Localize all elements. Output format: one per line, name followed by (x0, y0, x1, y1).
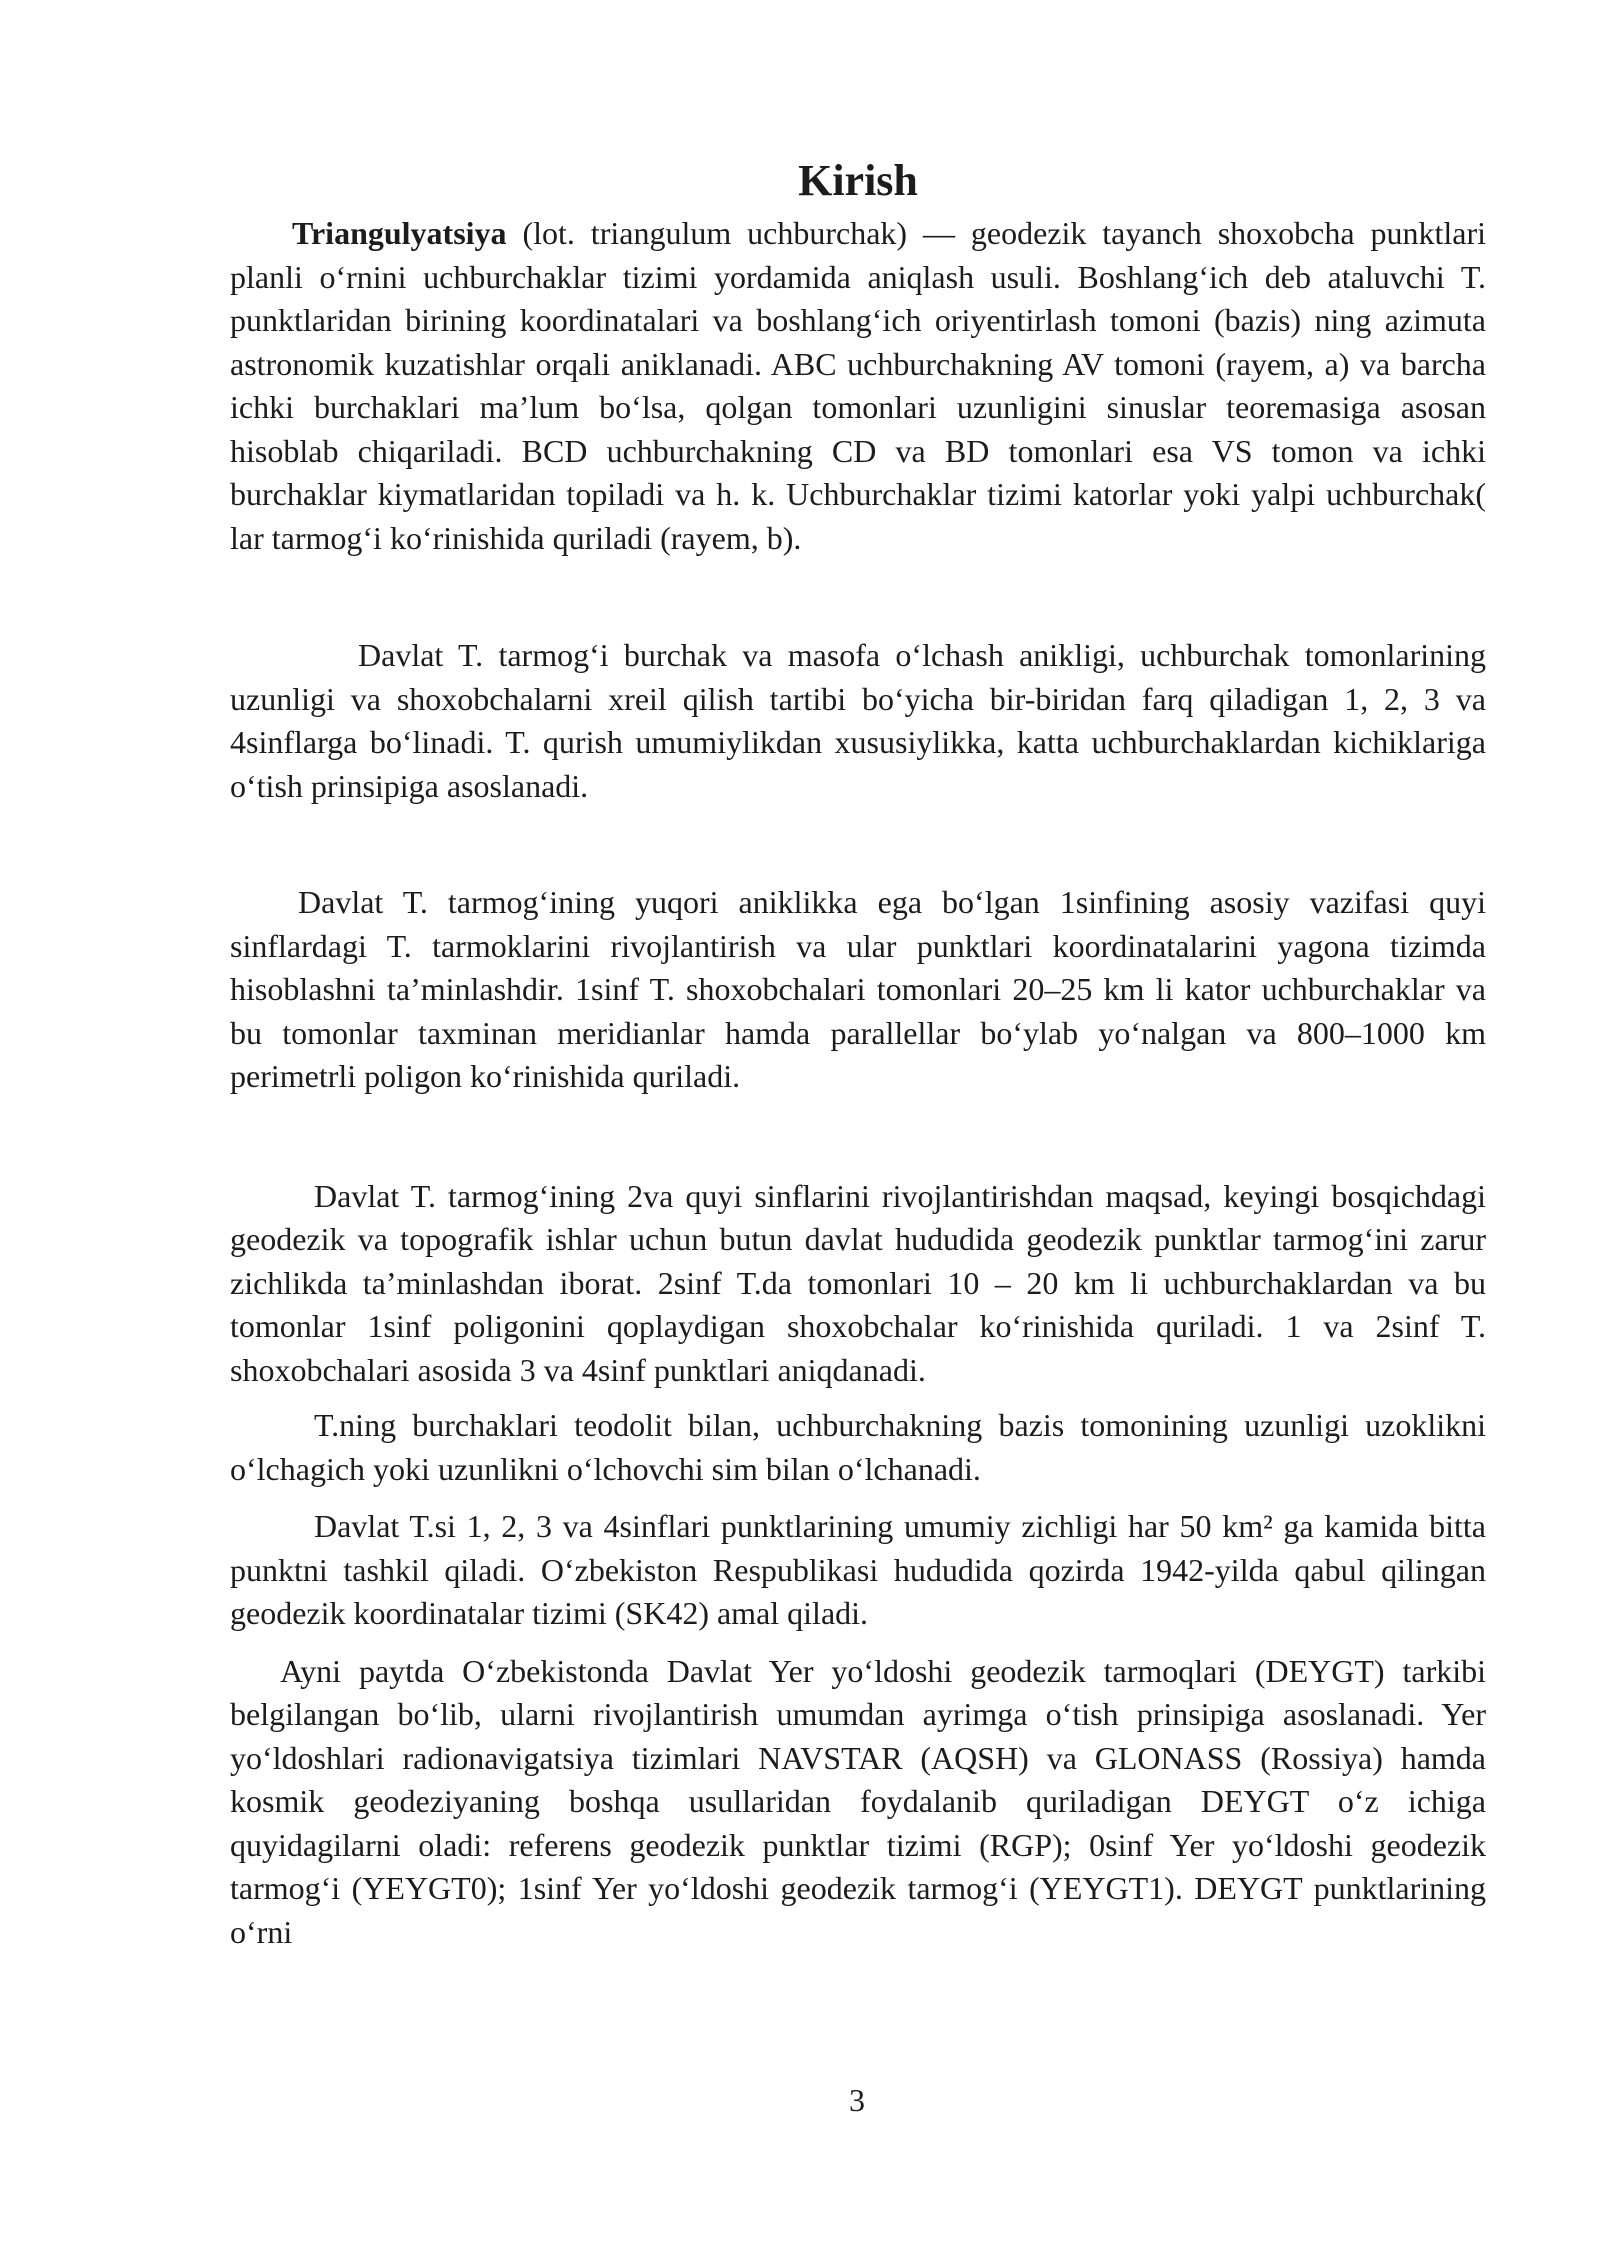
page-title: Kirish (798, 156, 918, 205)
paragraph-second-class: Davlat T. tarmog‘ining 2va quyi sinflarini rivojlantirishdan maqsad, keyingi bosqichdagi geodezik va topografik ishlar uchun butun davlat hududida geodezik punktlar tarmog‘ini zarur zichlikda ta’minlashdan iborat. 2sinf T.da tomonlari 10 – 20 km li uchburchaklardan va bu tomonlar 1sinf poligonini qoplaydigan shoxobchalar ko‘rinishida quriladi. 1 va 2sinf T. shoxobchalari asosida 3 va 4sinf punktlari aniqdanadi. (230, 1177, 1486, 1388)
document-page (230, 150, 1486, 1954)
paragraph-lead-term: Triangulyatsiya (292, 215, 507, 251)
page-number: 3 (849, 2082, 865, 2118)
paragraph-triangulation-definition (230, 212, 1486, 560)
paragraph-first-class: Davlat T. tarmog‘ining yuqori aniklikka ega bo‘lgan 1sinfining asosiy vazifasi quyi sinflardagi T. tarmoklarini rivojlantirish va ular punktlari koordinatalarini yagona tizimda hisoblashni ta’minlashdir. 1sinf T. shoxobchalari tomonlari 20–25 km li kator uchburchaklar va bu tomonlar taxminan meridianlar hamda parallellar bo‘ylab yo‘nalgan va 800–1000 km perimetrli poligon ko‘rinishida quriladi. (230, 884, 1486, 1094)
paragraph-measurement: T.ning burchaklari teodolit bilan, uchburchakning bazis tomonining uzunligi uzoklikni o‘lchagich yoki uzunlikni o‘lchovchi sim bilan o‘lchanadi. (230, 1407, 1486, 1487)
paragraph-text: (lot. triangulum uchburchak) — geodezik tayanch shoxobcha punktlari planli o‘rnini uchburchaklar tizimi yordamida aniqlash usuli. Boshlang‘ich deb ataluvchi T. punktlaridan birining koordinatalari va boshlang‘ich oriyentirlash tomoni (bazis) ning azimuta astronomik kuzatishlar orqali aniklanadi. ABC uchburchakning AV tomoni (rayem, a) va barcha ichki burchaklari ma’lum bo‘lsa, qolgan tomonlari uzunligini sinuslar teoremasiga asosan hisoblab chiqariladi. BCD uchburchakning CD va BD tomonlari esa VS tomon va ichki burchaklar kiymatlaridan topiladi va h. k. Uchburchaklar tizimi katorlar yoki yalpi uchburchak( lar tarmog‘i ko‘rinishida quriladi (rayem, b). (230, 215, 1486, 556)
paragraph-classes: Davlat T. tarmog‘i burchak va masofa o‘lchash anikligi, uchburchak tomonlarining uzunligi va shoxobchalarni xreil qilish tartibi bo‘yicha bir-biridan farq qiladigan 1, 2, 3 va 4sinflarga bo‘linadi. T. qurish umumiylikdan xususiylikka, katta uchburchaklardan kichiklariga o‘tish prinsipiga asoslanadi. (230, 637, 1486, 804)
paragraph-deygt: Ayni paytda O‘zbekistonda Davlat Yer yo‘ldoshi geodezik tarmoqlari (DEYGT) tarkibi belgilangan bo‘lib, ularni rivojlantirish umumdan ayrimga o‘tish prinsipiga asoslanadi. Yer yo‘ldoshlari radionavigatsiya tizimlari NAVSTAR (AQSH) va GLONASS (Rossiya) hamda kosmik geodeziyaning boshqa usullaridan foydalanib quriladigan DEYGT o‘z ichiga quyidagilarni oladi: referens geodezik punktlar tizimi (RGP); 0sinf Yer yo‘ldoshi geodezik tarmog‘i (YEYGT0); 1sinf Yer yo‘ldoshi geodezik tarmog‘i (YEYGT1). DEYGT punktlarining o‘rni (230, 1652, 1486, 1950)
paragraph-density: Davlat T.si 1, 2, 3 va 4sinflari punktlarining umumiy zichligi har 50 km² ga kamida bitta punktni tashkil qiladi. O‘zbekiston Respublikasi hududida qozirda 1942-yilda qabul qilingan geodezik koordinatalar tizimi (SK42) amal qiladi. (230, 1508, 1486, 1631)
